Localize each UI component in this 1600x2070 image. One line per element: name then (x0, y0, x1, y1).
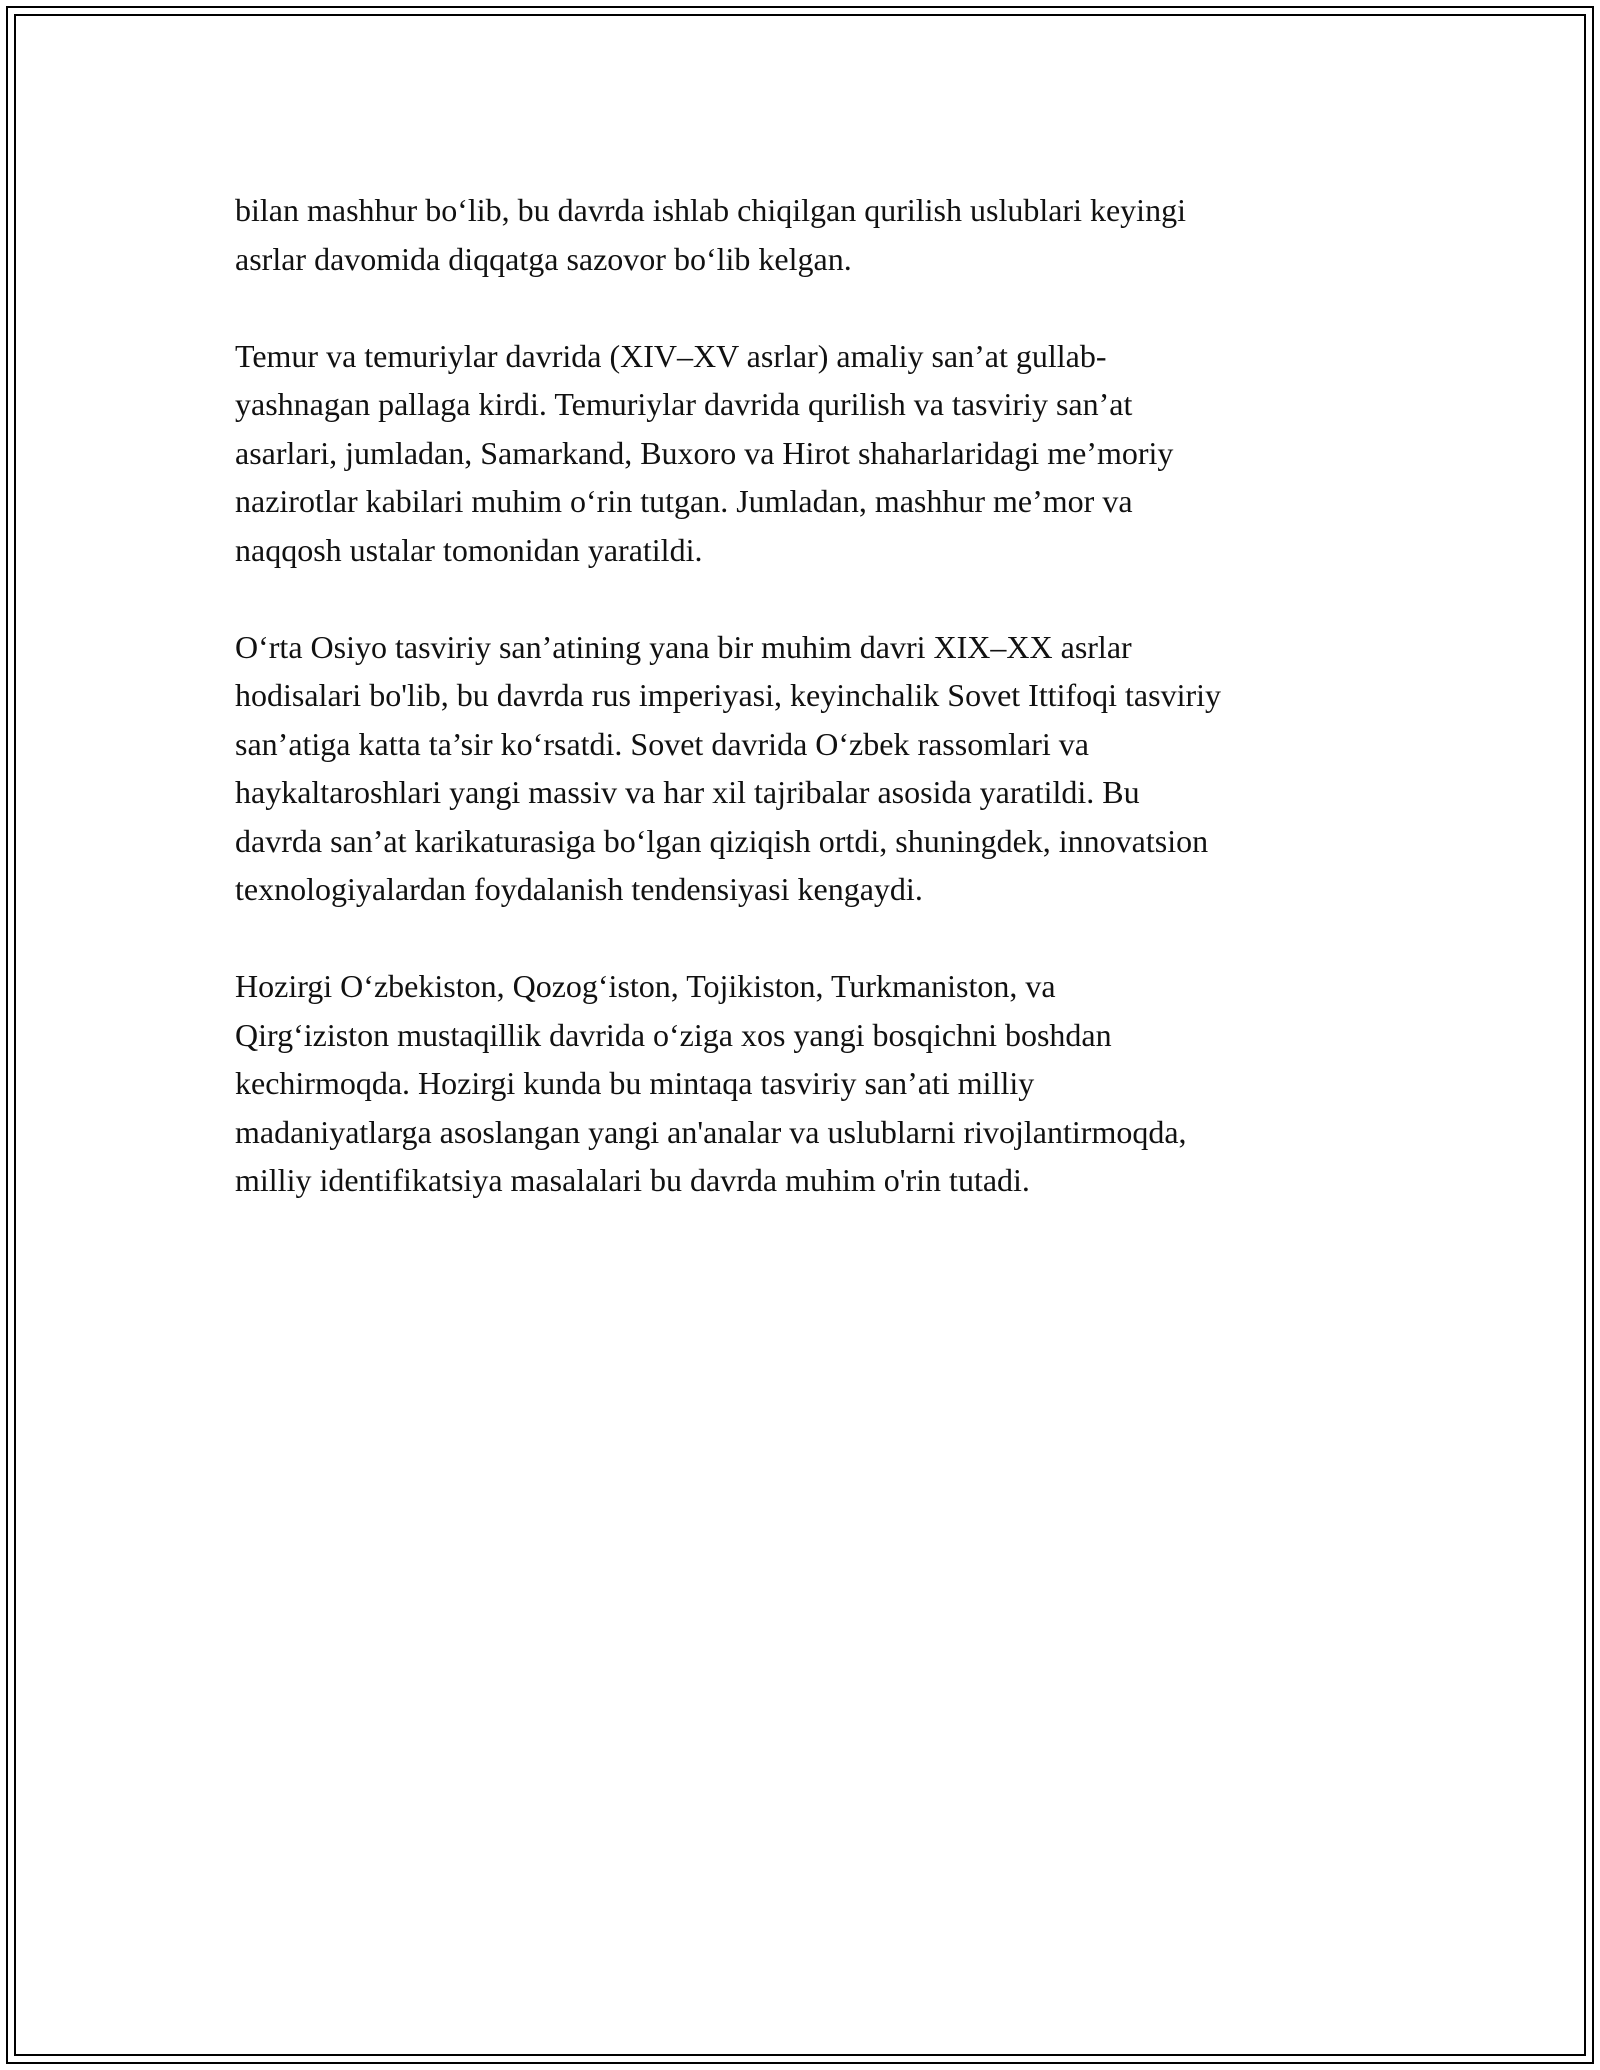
paragraph-1 (235, 186, 1385, 283)
document-body (235, 186, 1385, 1253)
paragraph-2 (235, 332, 1385, 575)
line: haykaltaroshlari yangi massiv va har xil tajribalar asosida yaratildi. Bu (235, 774, 1140, 810)
line: hodisalari bo'lib, bu davrda rus imperiyasi, keyinchalik Sovet Ittifoqi tasviriy (235, 677, 1222, 713)
paragraph-3 (235, 623, 1385, 914)
line: O‘rta Osiyo tasviriy san’atining yana bir muhim davri XIX–XX asrlar (235, 628, 1132, 665)
line: milliy identifikatsiya masalalari bu davrda muhim o'rin tutadi. (235, 1162, 1030, 1198)
line: bilan mashhur bo‘lib, bu davrda ishlab chiqilgan qurilish uslublari keyingi (235, 192, 1186, 228)
line: Hozirgi O‘zbekiston, Qozog‘iston, Tojikiston, Turkmaniston, va (235, 968, 1056, 1004)
paragraph-4 (235, 962, 1385, 1205)
line: san’atiga katta ta’sir ko‘rsatdi. Sovet davrida O‘zbek rassomlari va (235, 725, 1089, 762)
line: kechirmoqda. Hozirgi kunda bu mintaqa tasviriy san’ati milliy (235, 1065, 1035, 1101)
line: madaniyatlarga asoslangan yangi an'analar va uslublarni rivojlantirmoqda, (235, 1113, 1187, 1150)
line: davrda san’at karikaturasiga bo‘lgan qiziqish ortdi, shuningdek, innovatsion (235, 822, 1209, 859)
line: Qirg‘iziston mustaqillik davrida o‘ziga xos yangi bosqichni boshdan (235, 1016, 1112, 1053)
line: texnologiyalardan foydalanish tendensiyasi kengaydi. (235, 871, 923, 907)
line: asrlar davomida diqqatga sazovor bo‘lib kelgan. (235, 240, 852, 277)
line: nazirotlar kabilari muhim o‘rin tutgan. Jumladan, mashhur me’mor va (235, 483, 1133, 519)
line: naqqosh ustalar tomonidan yaratildi. (235, 531, 703, 568)
line: yashnagan pallaga kirdi. Temuriylar davrida qurilish va tasviriy san’at (235, 386, 1133, 422)
line: Temur va temuriylar davrida (XIV–XV asrlar) amaliy san’at gullab- (235, 337, 1107, 374)
line: asarlari, jumladan, Samarkand, Buxoro va Hirot shaharlaridagi me’moriy (235, 434, 1174, 471)
